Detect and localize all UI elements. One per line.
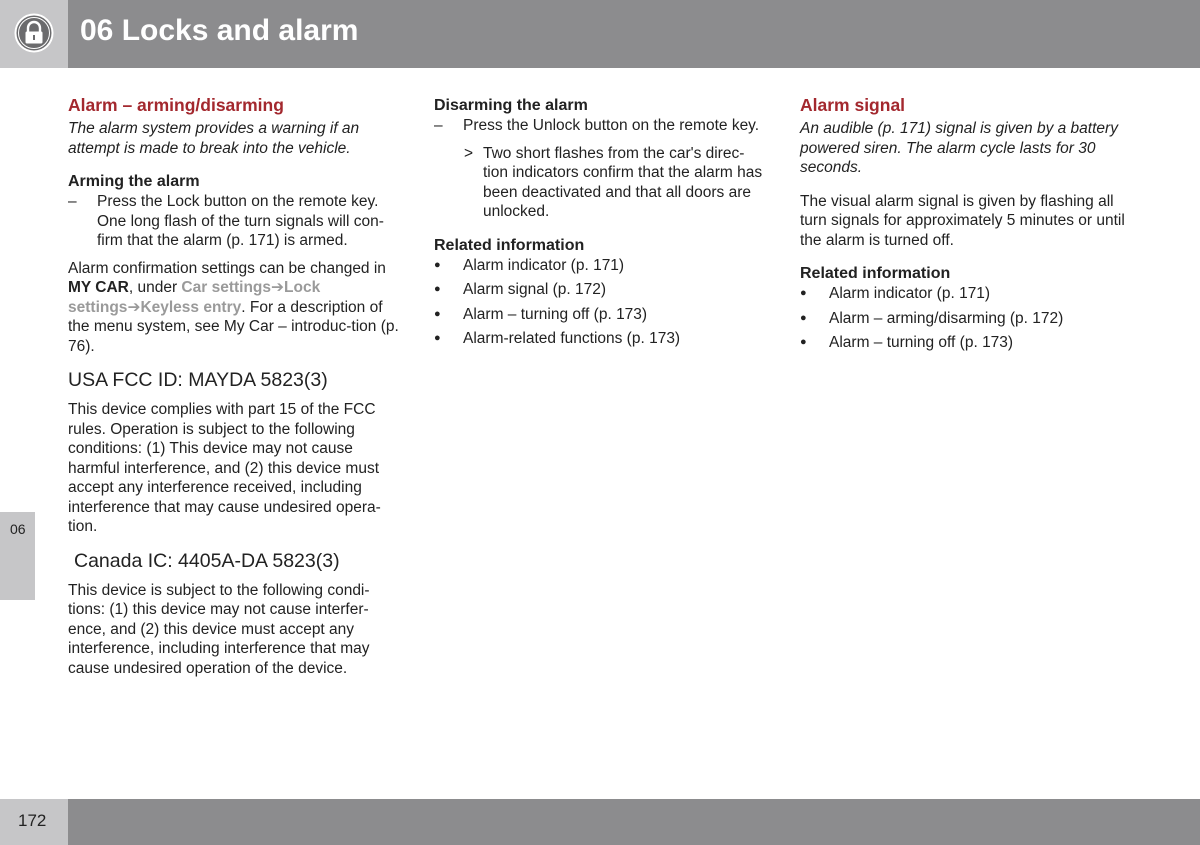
section-intro-alarm-arming: The alarm system provides a warning if an attempt is made to break into the vehicle. (68, 120, 360, 157)
canada-ic-text: This device is subject to the following condi-tions: (1) this device may not cause interfer-ence, and (2) this device must accept any interference, including interference that may cause undesired operation of the device. (68, 581, 370, 677)
fcc-id-heading: USA FCC ID: MAYDA 5823(3) (68, 369, 328, 391)
list-item: ● Alarm signal (p. 172) (434, 280, 769, 300)
chapter-icon-box (0, 0, 68, 68)
page-number-box (0, 799, 68, 845)
chapter-title: 06 Locks and alarm (80, 14, 359, 47)
page-number: 172 (18, 811, 47, 830)
column-alarm-arming (68, 94, 403, 686)
section-intro-alarm-signal: An audible (p. 171) signal is given by a battery powered siren. The alarm cycle lasts for 30 seconds. (800, 120, 1118, 176)
confirm-text-post: . For a description of the menu system, see My Car – introduc-tion (p. 76). (68, 298, 399, 355)
confirm-text-pre: Alarm confirmation settings can be changed in (68, 259, 386, 277)
disarm-step: – Press the Unlock button on the remote key. (434, 116, 769, 136)
column-alarm-signal (800, 94, 1135, 358)
related-information-list (434, 256, 769, 349)
menu-mycar: MY CAR (68, 279, 129, 296)
menu-arrow-icon: ➔ (271, 279, 285, 296)
arming-step: – Press the Lock button on the remote key. One long flash of the turn signals will con-firm that the alarm (p. 171) is armed. (68, 192, 403, 251)
menu-arrow-icon: ➔ (127, 298, 141, 316)
section-heading-alarm-arming: Alarm – arming/disarming (68, 95, 284, 115)
subheading-related-information: Related information (434, 236, 585, 254)
menu-path-lock-settings: Lock settings (68, 279, 321, 316)
visual-alarm-signal-text: The visual alarm signal is given by flashing all turn signals for approximately 5 minutes or until the alarm is turned off. (800, 192, 1125, 249)
lock-icon (14, 13, 54, 53)
subheading-arming-the-alarm: Arming the alarm (68, 173, 200, 190)
menu-path-car-settings: Car settings (181, 279, 272, 296)
chapter-header (0, 0, 1200, 68)
list-item: ● Alarm – arming/disarming (p. 172) (800, 309, 1135, 329)
column-disarming (434, 94, 769, 354)
subheading-related-information: Related information (800, 265, 951, 282)
list-item: ● Alarm-related functions (p. 173) (434, 329, 769, 349)
menu-path-keyless-entry: Keyless entry (140, 298, 242, 316)
disarm-result: > Two short flashes from the car's direc-tion indicators confirm that the alarm has been deactivated and that all doors are unlocked. (434, 144, 769, 222)
fcc-compliance-text: This device complies with part 15 of the FCC rules. Operation is subject to the following conditions: (1) This device may not cause harmful interference, and (2) this device must accept any interference received, including interference that may cause undesired opera-tion. (68, 401, 381, 535)
page-footer (0, 799, 1200, 845)
related-information-list (800, 284, 1135, 353)
canada-ic-heading: Canada IC: 4405A-DA 5823(3) (74, 549, 340, 572)
confirm-text-under: , under (128, 279, 182, 296)
list-item: ● Alarm indicator (p. 171) (800, 284, 1135, 304)
chapter-side-tab-label: 06 (10, 521, 26, 537)
chapter-side-tab (0, 512, 35, 600)
list-item: ● Alarm – turning off (p. 173) (800, 333, 1135, 353)
list-item: ● Alarm indicator (p. 171) (434, 256, 769, 276)
list-item: ● Alarm – turning off (p. 173) (434, 305, 769, 325)
subheading-disarming-the-alarm: Disarming the alarm (434, 97, 588, 114)
alarm-confirmation-paragraph (68, 259, 403, 357)
section-heading-alarm-signal: Alarm signal (800, 95, 906, 115)
